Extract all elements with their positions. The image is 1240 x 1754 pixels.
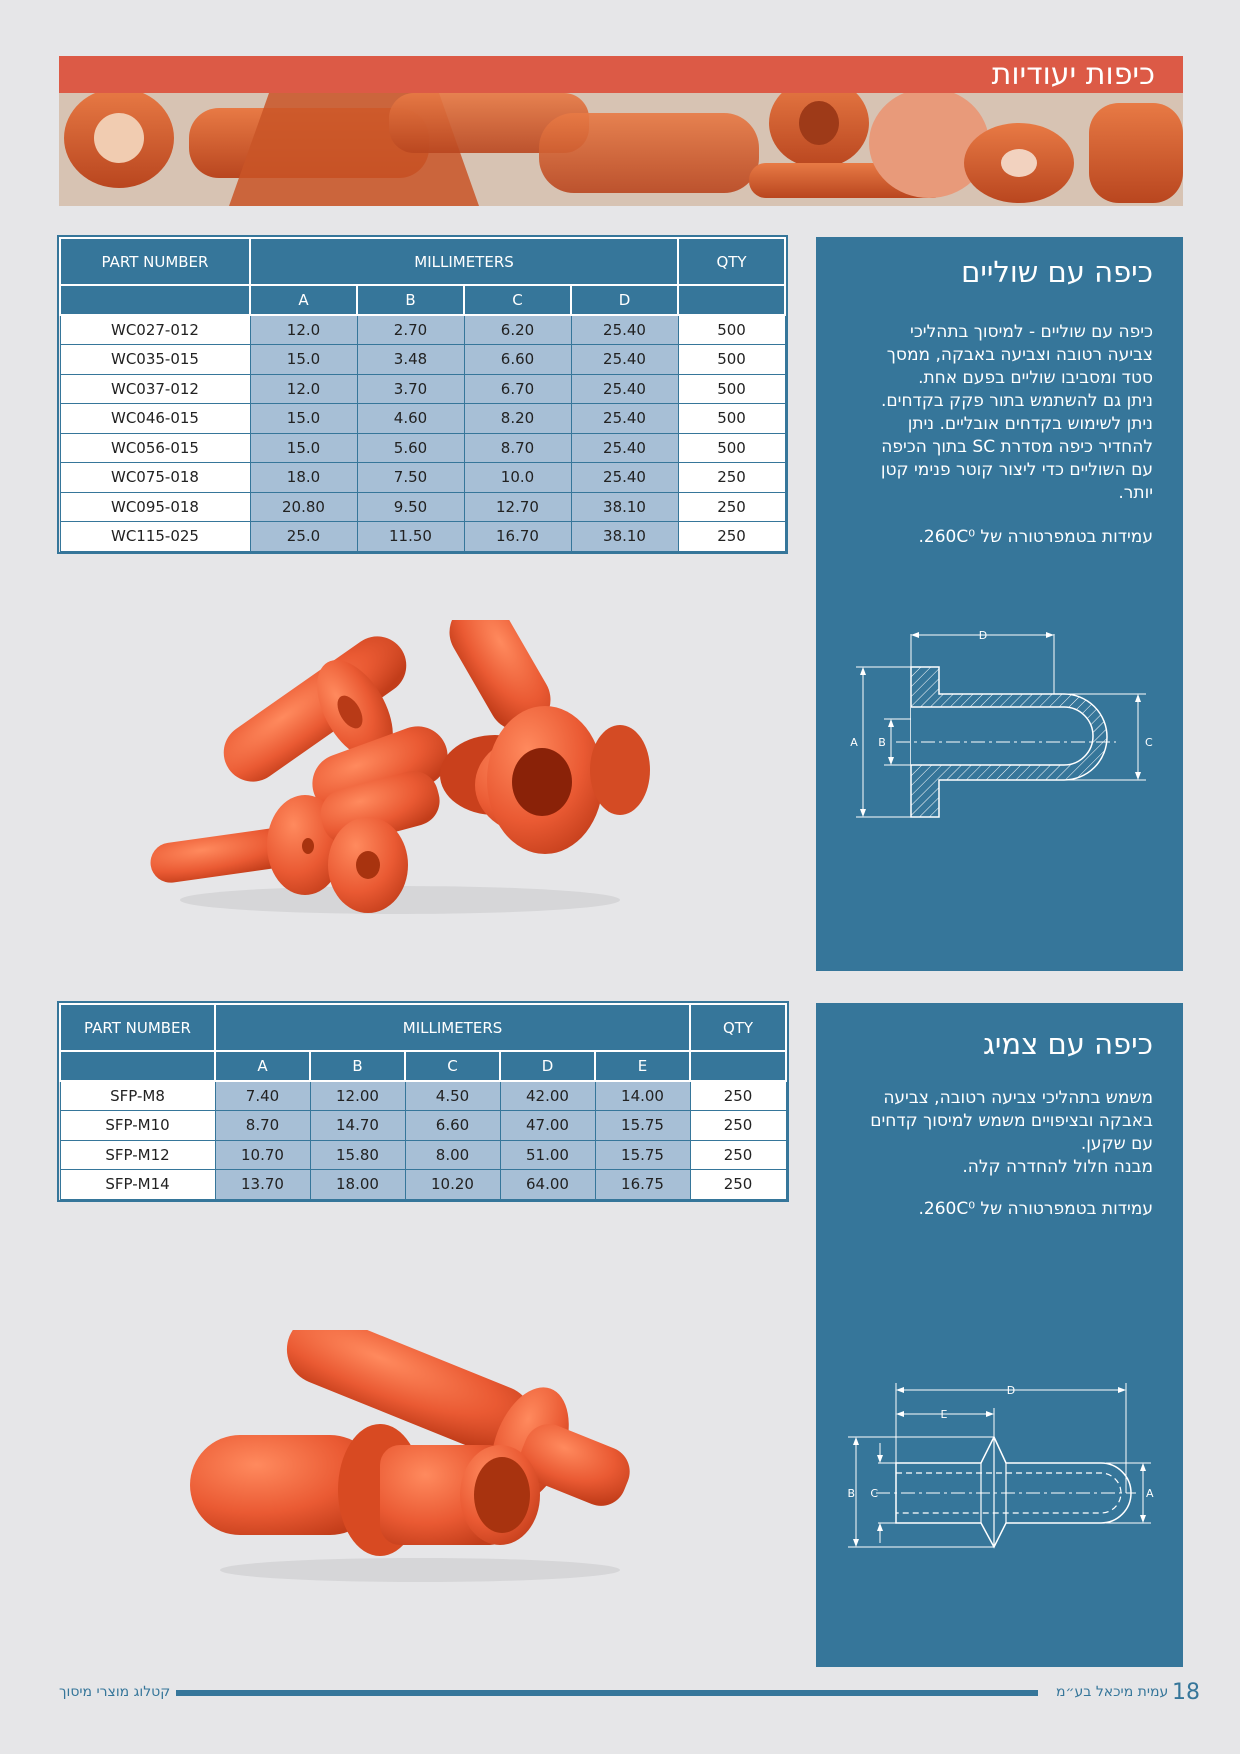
qty-cell: 250	[690, 1170, 786, 1200]
qty-cell: 250	[678, 522, 785, 552]
qty-cell: 500	[678, 374, 785, 404]
qty-cell: 250	[690, 1081, 786, 1111]
header-dim-a: A	[250, 285, 357, 315]
dim-label-a: A	[1146, 1487, 1154, 1500]
dim-label-d: D	[1006, 1384, 1016, 1397]
qty-cell: 500	[678, 433, 785, 463]
value-cell: 4.50	[405, 1081, 500, 1111]
header-millimeters: MILLIMETERS	[215, 1004, 690, 1051]
qty-cell: 250	[690, 1111, 786, 1141]
value-cell: 12.70	[464, 492, 571, 522]
header-dim-e: E	[595, 1051, 690, 1081]
value-cell: 15.80	[310, 1140, 405, 1170]
table-row	[60, 1170, 786, 1200]
value-cell: 8.00	[405, 1140, 500, 1170]
table-row	[60, 1111, 786, 1141]
part-number-cell: WC037-012	[60, 374, 250, 404]
header-part-number: PART NUMBER	[60, 1004, 215, 1051]
value-cell: 10.20	[405, 1170, 500, 1200]
header-blank	[678, 285, 785, 315]
header-blank	[60, 1051, 215, 1081]
value-cell: 12.00	[310, 1081, 405, 1111]
value-cell: 6.60	[405, 1111, 500, 1141]
value-cell: 25.40	[571, 433, 678, 463]
part-number-cell: SFP-M10	[60, 1111, 215, 1141]
value-cell: 5.60	[357, 433, 464, 463]
header-part-number: PART NUMBER	[60, 238, 250, 285]
qty-cell: 250	[690, 1140, 786, 1170]
info-panel-tire-cap	[816, 1003, 1183, 1667]
flanged-caps-product-photo	[150, 620, 710, 920]
table-row	[60, 522, 785, 552]
value-cell: 6.60	[464, 345, 571, 375]
value-cell: 18.00	[310, 1170, 405, 1200]
qty-cell: 500	[678, 315, 785, 345]
header-millimeters: MILLIMETERS	[250, 238, 678, 285]
panel-description: משמש בתהליכי צביעה רטובה, צביעה באבקה ובציפויים משמש למיסוך קדחים עם שקען. מבנה חלול להחדרה קלה.	[870, 1088, 1153, 1177]
value-cell: 15.0	[250, 345, 357, 375]
header-dim-d: D	[571, 285, 678, 315]
qty-cell: 250	[678, 463, 785, 493]
info-panel-flanged-cap	[816, 237, 1183, 971]
tire-caps-product-photo	[190, 1330, 660, 1590]
value-cell: 25.40	[571, 463, 678, 493]
header-banner	[59, 56, 1183, 206]
dim-label-b: B	[847, 1487, 855, 1500]
value-cell: 9.50	[357, 492, 464, 522]
value-cell: 8.20	[464, 404, 571, 434]
value-cell: 12.0	[250, 315, 357, 345]
tire-cap-diagram	[816, 1003, 1183, 1667]
panel-title: כיפה עם שוליים	[961, 255, 1153, 289]
dim-label-c: C	[1145, 736, 1153, 749]
value-cell: 2.70	[357, 315, 464, 345]
value-cell: 18.0	[250, 463, 357, 493]
value-cell: 3.70	[357, 374, 464, 404]
value-cell: 15.0	[250, 433, 357, 463]
banner-caps-image	[59, 93, 1183, 206]
part-number-cell: WC046-015	[60, 404, 250, 434]
header-dim-b: B	[357, 285, 464, 315]
spec-table-sfp	[59, 1003, 787, 1200]
value-cell: 25.0	[250, 522, 357, 552]
header-blank	[690, 1051, 786, 1081]
value-cell: 10.70	[215, 1140, 310, 1170]
value-cell: 16.70	[464, 522, 571, 552]
value-cell: 12.0	[250, 374, 357, 404]
flanged-cap-diagram	[816, 237, 1183, 971]
value-cell: 51.00	[500, 1140, 595, 1170]
part-number-cell: SFP-M14	[60, 1170, 215, 1200]
qty-cell: 250	[678, 492, 785, 522]
value-cell: 14.70	[310, 1111, 405, 1141]
header-dim-c: C	[464, 285, 571, 315]
part-number-cell: WC035-015	[60, 345, 250, 375]
qty-cell: 500	[678, 345, 785, 375]
part-number-cell: SFP-M12	[60, 1140, 215, 1170]
value-cell: 8.70	[215, 1111, 310, 1141]
value-cell: 25.40	[571, 345, 678, 375]
value-cell: 15.75	[595, 1111, 690, 1141]
footer-divider	[176, 1690, 1038, 1696]
value-cell: 13.70	[215, 1170, 310, 1200]
footer-company-name: עמית מיכאל בע״מ	[1056, 1684, 1169, 1700]
value-cell: 16.75	[595, 1170, 690, 1200]
header-qty: QTY	[678, 238, 785, 285]
value-cell: 47.00	[500, 1111, 595, 1141]
value-cell: 25.40	[571, 404, 678, 434]
value-cell: 6.70	[464, 374, 571, 404]
table-row	[60, 433, 785, 463]
value-cell: 6.20	[464, 315, 571, 345]
table-row	[60, 463, 785, 493]
header-qty: QTY	[690, 1004, 786, 1051]
dim-label-a: A	[850, 736, 858, 749]
value-cell: 15.0	[250, 404, 357, 434]
header-blank	[60, 285, 250, 315]
value-cell: 3.48	[357, 345, 464, 375]
dim-label-d: D	[978, 629, 988, 642]
qty-cell: 500	[678, 404, 785, 434]
table-row	[60, 315, 785, 345]
header-dim-b: B	[310, 1051, 405, 1081]
part-number-cell: SFP-M8	[60, 1081, 215, 1111]
part-number-cell: WC115-025	[60, 522, 250, 552]
value-cell: 25.40	[571, 315, 678, 345]
table-row	[60, 345, 785, 375]
table-row	[60, 492, 785, 522]
dim-label-c: C	[870, 1487, 878, 1500]
page-number: 18	[1172, 1680, 1200, 1705]
value-cell: 20.80	[250, 492, 357, 522]
value-cell: 7.50	[357, 463, 464, 493]
header-dim-a: A	[215, 1051, 310, 1081]
value-cell: 38.10	[571, 522, 678, 552]
value-cell: 10.0	[464, 463, 571, 493]
page-title: כיפות יעודיות	[59, 56, 1183, 93]
table-row	[60, 374, 785, 404]
spec-table-wc	[59, 237, 786, 552]
table-row	[60, 1081, 786, 1111]
value-cell: 8.70	[464, 433, 571, 463]
value-cell: 4.60	[357, 404, 464, 434]
part-number-cell: WC056-015	[60, 433, 250, 463]
panel-title: כיפה עם צמיג	[982, 1027, 1153, 1061]
banner-photo	[59, 93, 1183, 206]
part-number-cell: WC075-018	[60, 463, 250, 493]
table-row	[60, 1140, 786, 1170]
value-cell: 15.75	[595, 1140, 690, 1170]
value-cell: 42.00	[500, 1081, 595, 1111]
header-dim-d: D	[500, 1051, 595, 1081]
header-dim-c: C	[405, 1051, 500, 1081]
value-cell: 14.00	[595, 1081, 690, 1111]
dim-label-b: B	[878, 736, 886, 749]
value-cell: 7.40	[215, 1081, 310, 1111]
value-cell: 25.40	[571, 374, 678, 404]
value-cell: 11.50	[357, 522, 464, 552]
part-number-cell: WC027-012	[60, 315, 250, 345]
panel-temperature: עמידות בטמפרטורה של 260C⁰.	[918, 1199, 1153, 1219]
panel-description: כיפה עם שוליים - למיסוך בתהליכי צביעה רטובה וצביעה באבקה, ממסך סטד ומסביבו שוליים בפעם אחת. ניתן גם להשתמש בתור פקק בקדחים. ניתן לשימוש בקדחים אובליים. ניתן להחדיר כיפה מסדרת SC בתוך הכיפה עם השוליים כדי ליצור קוטר פנימי קטן יותר.	[880, 322, 1153, 503]
part-number-cell: WC095-018	[60, 492, 250, 522]
value-cell: 64.00	[500, 1170, 595, 1200]
footer-catalog-title: קטלוג מוצרי מיסוך	[59, 1684, 171, 1700]
table-row	[60, 404, 785, 434]
value-cell: 38.10	[571, 492, 678, 522]
dim-label-e: E	[940, 1408, 948, 1421]
panel-temperature: עמידות בטמפרטורה של 260C⁰.	[918, 527, 1153, 547]
